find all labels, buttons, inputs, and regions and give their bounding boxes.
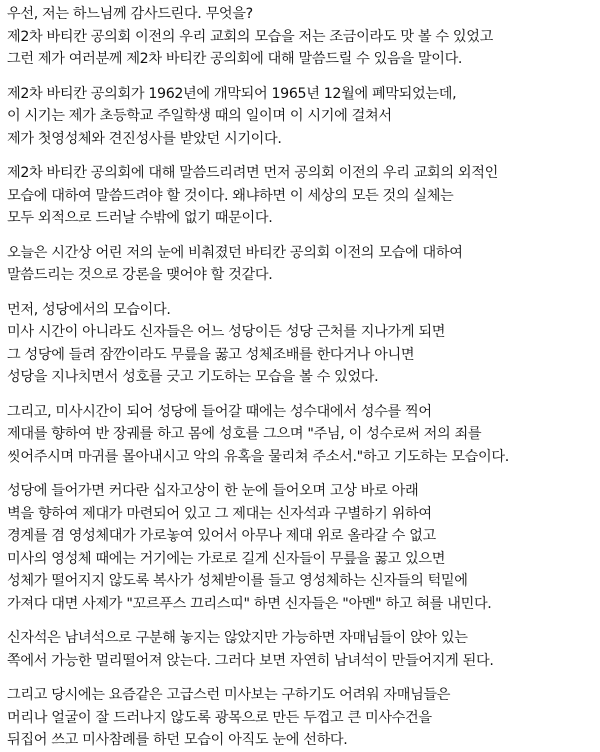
- text-line: 모두 외적으로 드러날 수밖에 없기 때문이다.: [7, 210, 273, 226]
- text-line: 신자석은 남녀석으로 구분해 놓지는 않았지만 가능하면 자매님들이 앉아 있는: [7, 630, 468, 646]
- paragraph: [7, 627, 600, 672]
- paragraph: [7, 401, 600, 469]
- paragraph: [7, 162, 600, 230]
- text-line: 쪽에서 가능한 멀리떨어져 앉는다. 그러다 보면 자연히 남녀석이 만들어지게 된다.: [7, 652, 494, 669]
- text-line: 성체가 떨어지지 않도록 복사가 성체받이를 들고 영성체하는 신자들의 턱밑에: [7, 573, 468, 589]
- paragraph: [7, 83, 600, 151]
- text-line: 머리나 얼굴이 잘 드러나지 않도록 광목으로 만든 두껍고 큰 미사수건을: [7, 709, 432, 726]
- text-line: 그리고, 미사시간이 되어 성당에 들어갈 때에는 성수대에서 성수를 찍어: [7, 403, 432, 420]
- text-line: 제대를 향하여 반 장궤를 하고 몸에 성호를 그으며 "주님, 이 성수로써 저의 죄를: [7, 426, 482, 442]
- text-line: 말씀드리는 것으로 강론을 맺어야 할 것같다.: [7, 267, 273, 283]
- text-line: 뒤집어 쓰고 미사참례를 하던 모습이 아직도 눈에 선하다.: [7, 732, 348, 748]
- text-line: 경계를 겸 영성체대가 가로놓여 있어서 아무나 제대 위로 올라갈 수 없고: [7, 528, 436, 544]
- text-line: 미사의 영성체 때에는 거기에는 가로로 길게 신자들이 무릎을 꿇고 있으면: [7, 550, 446, 567]
- paragraph: [7, 480, 600, 615]
- paragraph: [7, 3, 600, 71]
- text-line: 미사 시간이 아니라도 신자들은 어느 성당이든 성당 근처를 지나가게 되면: [7, 324, 446, 340]
- text-line: 성당을 지나치면서 성호를 긋고 기도하는 모습을 볼 수 있었다.: [7, 369, 379, 385]
- text-line: 그 성당에 들려 잠깐이라도 무릎을 꿇고 성체조배를 한다거나 아니면: [7, 346, 415, 363]
- text-line: 제2차 바티칸 공의회에 대해 말씀드리려면 먼저 공의회 이전의 우리 교회의 외적인: [7, 165, 498, 181]
- paragraph: [7, 299, 600, 389]
- text-line: 그런 제가 여러분께 제2차 바티칸 공의회에 대해 말씀드릴 수 있음을 말이다.: [7, 51, 463, 67]
- text-line: 제가 첫영성체와 견진성사를 받았던 시기이다.: [7, 130, 282, 147]
- text-line: 먼저, 성당에서의 모습이다.: [7, 301, 171, 318]
- text-line: 가져다 대면 사제가 "꼬르푸스 끄리스띠" 하면 신자들은 "아멘" 하고 혀를 내민다.: [7, 595, 492, 612]
- text-line: 이 시기는 제가 초등학교 주일학생 때의 일이며 이 시기에 걸쳐서: [7, 108, 392, 124]
- text-line: 모습에 대하여 말씀드려야 할 것이다. 왜냐하면 이 세상의 모든 것의 실체는: [7, 187, 454, 204]
- text-line: 성당에 들어가면 커다란 십자고상이 한 눈에 들어오며 고상 바로 아래: [7, 483, 419, 499]
- text-line: 그리고 당시에는 요즘같은 고급스런 미사보는 구하기도 어려워 자매님들은: [7, 687, 451, 703]
- text-line: 우선, 저는 하느님께 감사드린다. 무엇을?: [7, 6, 253, 22]
- text-line: 씻어주시며 마귀를 몰아내시고 악의 유혹을 물리쳐 주소서."하고 기도하는 모습이다.: [7, 448, 509, 465]
- paragraph: [7, 242, 600, 287]
- text-line: 제2차 바티칸 공의회가 1962년에 개막되어 1965년 12월에 폐막되었는데,: [7, 85, 457, 102]
- paragraph: [7, 684, 600, 752]
- text-line: 벽을 향하여 제대가 마련되어 있고 그 제대는 신자석과 구별하기 위하여: [7, 505, 432, 522]
- text-line: 오늘은 시간상 어린 저의 눈에 비춰졌던 바티칸 공의회 이전의 모습에 대하여: [7, 244, 463, 261]
- text-line: 제2차 바티칸 공의회 이전의 우리 교회의 모습을 저는 조금이라도 맛 볼 수 있었고: [7, 28, 493, 45]
